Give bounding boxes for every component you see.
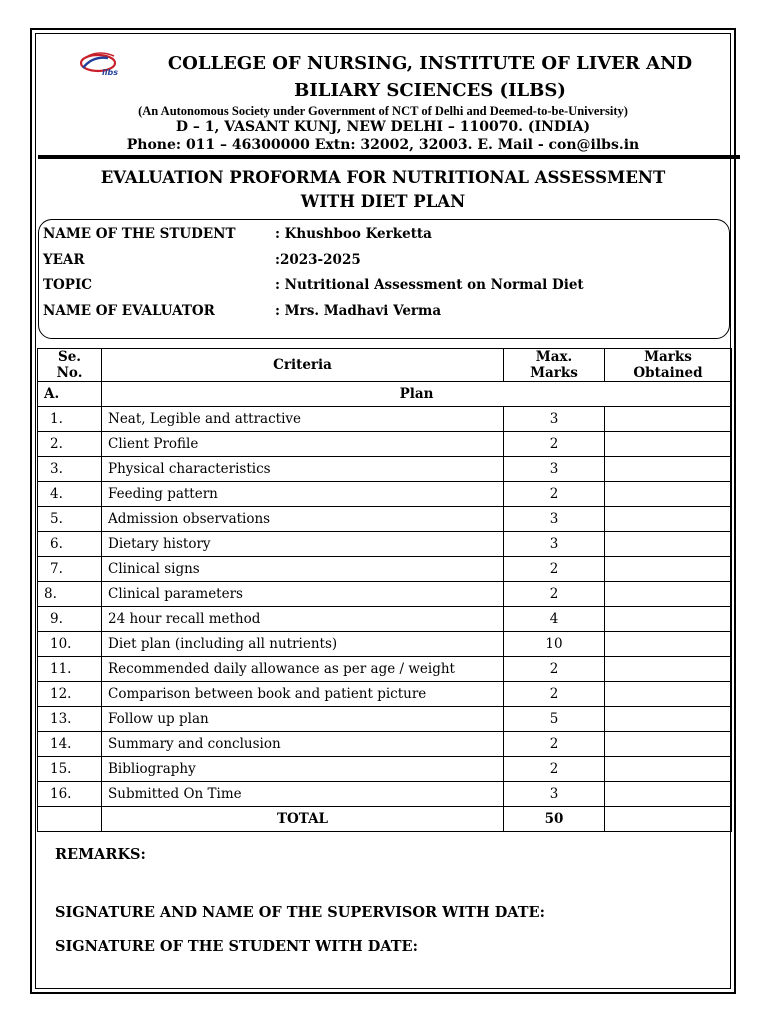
proforma-title (40, 166, 726, 214)
table-row (38, 457, 732, 482)
header-max-marks: Max. Marks (504, 349, 605, 382)
table-row (38, 607, 732, 632)
row-marks-obtained[interactable] (605, 757, 732, 782)
row-max-marks: 3 (504, 782, 605, 807)
evaluation-table (37, 348, 732, 832)
info-label-topic: TOPIC (43, 277, 93, 293)
table-row (38, 732, 732, 757)
supervisor-signature-label: SIGNATURE AND NAME OF THE SUPERVISOR WITH DATE: (55, 904, 545, 921)
header-se-no: Se. No. (38, 349, 102, 382)
row-marks-obtained[interactable] (605, 632, 732, 657)
row-marks-obtained[interactable] (605, 457, 732, 482)
row-criteria: Clinical signs (102, 557, 504, 582)
student-signature-label: SIGNATURE OF THE STUDENT WITH DATE: (55, 938, 418, 955)
info-value-evaluator: : Mrs. Madhavi Verma (275, 303, 442, 319)
remarks-label: REMARKS: (55, 846, 146, 863)
row-max-marks: 2 (504, 557, 605, 582)
proforma-title-line1: EVALUATION PROFORMA FOR NUTRITIONAL ASSESSMENT (100, 168, 666, 187)
row-number: 1. (38, 407, 102, 432)
row-max-marks: 3 (504, 532, 605, 557)
table-row (38, 657, 732, 682)
row-max-marks: 2 (504, 432, 605, 457)
row-number: 3. (38, 457, 102, 482)
row-number: 6. (38, 532, 102, 557)
table-row (38, 682, 732, 707)
row-marks-obtained[interactable] (605, 607, 732, 632)
row-number: 13. (38, 707, 102, 732)
total-marks-obtained[interactable] (605, 807, 732, 832)
row-number: 9. (38, 607, 102, 632)
info-value-student: : Khushboo Kerketta (275, 226, 432, 242)
row-marks-obtained[interactable] (605, 682, 732, 707)
row-number: 14. (38, 732, 102, 757)
row-number: 11. (38, 657, 102, 682)
table-row (38, 632, 732, 657)
table-row (38, 407, 732, 432)
ilbs-logo (78, 50, 124, 78)
table-row (38, 432, 732, 457)
row-criteria: Submitted On Time (102, 782, 504, 807)
address-line: D – 1, VASANT KUNJ, NEW DELHI – 110070. (INDIA) (175, 119, 591, 135)
table-row (38, 757, 732, 782)
row-number: 16. (38, 782, 102, 807)
contact-line: Phone: 011 – 46300000 Extn: 32002, 32003. E. Mail - con@ilbs.in (126, 137, 640, 153)
logo-text: ilbs (102, 68, 118, 77)
row-marks-obtained[interactable] (605, 482, 732, 507)
college-name-line1: COLLEGE OF NURSING, INSTITUTE OF LIVER AND (167, 53, 693, 74)
table-row (38, 482, 732, 507)
total-row (38, 807, 732, 832)
row-marks-obtained[interactable] (605, 407, 732, 432)
row-criteria: Dietary history (102, 532, 504, 557)
table-row (38, 707, 732, 732)
row-max-marks: 2 (504, 732, 605, 757)
info-value-year: :2023-2025 (275, 252, 361, 268)
row-marks-obtained[interactable] (605, 532, 732, 557)
row-max-marks: 3 (504, 407, 605, 432)
header-divider (38, 155, 740, 159)
row-number: 10. (38, 632, 102, 657)
info-label-student: NAME OF THE STUDENT (43, 226, 236, 242)
row-marks-obtained[interactable] (605, 707, 732, 732)
header-marks-obtained: Marks Obtained (605, 349, 732, 382)
row-max-marks: 5 (504, 707, 605, 732)
row-number: 12. (38, 682, 102, 707)
table-row (38, 582, 732, 607)
row-max-marks: 2 (504, 482, 605, 507)
header-criteria: Criteria (102, 349, 504, 382)
row-criteria: Summary and conclusion (102, 732, 504, 757)
row-max-marks: 2 (504, 657, 605, 682)
table-row (38, 507, 732, 532)
row-max-marks: 10 (504, 632, 605, 657)
row-max-marks: 2 (504, 682, 605, 707)
row-marks-obtained[interactable] (605, 432, 732, 457)
row-criteria: 24 hour recall method (102, 607, 504, 632)
total-value: 50 (504, 807, 605, 832)
row-criteria: Feeding pattern (102, 482, 504, 507)
row-criteria: Comparison between book and patient picture (102, 682, 504, 707)
row-criteria: Admission observations (102, 507, 504, 532)
row-marks-obtained[interactable] (605, 782, 732, 807)
total-label: TOTAL (102, 807, 504, 832)
row-max-marks: 3 (504, 507, 605, 532)
row-marks-obtained[interactable] (605, 557, 732, 582)
row-marks-obtained[interactable] (605, 657, 732, 682)
info-label-year: YEAR (43, 252, 85, 268)
row-number: 15. (38, 757, 102, 782)
row-number: 8. (38, 582, 102, 607)
total-blank (38, 807, 102, 832)
row-marks-obtained[interactable] (605, 732, 732, 757)
section-no: A. (38, 382, 102, 407)
row-max-marks: 2 (504, 582, 605, 607)
section-row (38, 382, 732, 407)
row-max-marks: 3 (504, 457, 605, 482)
row-max-marks: 4 (504, 607, 605, 632)
row-number: 4. (38, 482, 102, 507)
row-max-marks: 2 (504, 757, 605, 782)
row-number: 7. (38, 557, 102, 582)
row-marks-obtained[interactable] (605, 582, 732, 607)
table-row (38, 782, 732, 807)
table-row (38, 557, 732, 582)
row-criteria: Physical characteristics (102, 457, 504, 482)
table-row (38, 532, 732, 557)
row-criteria: Clinical parameters (102, 582, 504, 607)
row-criteria: Client Profile (102, 432, 504, 457)
row-criteria: Recommended daily allowance as per age / weight (102, 657, 504, 682)
section-label: Plan (102, 382, 732, 407)
row-criteria: Bibliography (102, 757, 504, 782)
row-criteria: Diet plan (including all nutrients) (102, 632, 504, 657)
row-marks-obtained[interactable] (605, 507, 732, 532)
college-name (150, 50, 710, 104)
college-name-line2: BILIARY SCIENCES (ILBS) (294, 80, 566, 101)
proforma-title-line2: WITH DIET PLAN (300, 192, 466, 211)
society-note: (An Autonomous Society under Government of NCT of Delhi and Deemed-to-be-University) (138, 104, 628, 118)
row-number: 2. (38, 432, 102, 457)
row-number: 5. (38, 507, 102, 532)
table-header-row (38, 349, 732, 382)
info-label-evaluator: NAME OF EVALUATOR (43, 303, 215, 319)
info-value-topic: : Nutritional Assessment on Normal Diet (275, 277, 584, 293)
row-criteria: Follow up plan (102, 707, 504, 732)
row-criteria: Neat, Legible and attractive (102, 407, 504, 432)
